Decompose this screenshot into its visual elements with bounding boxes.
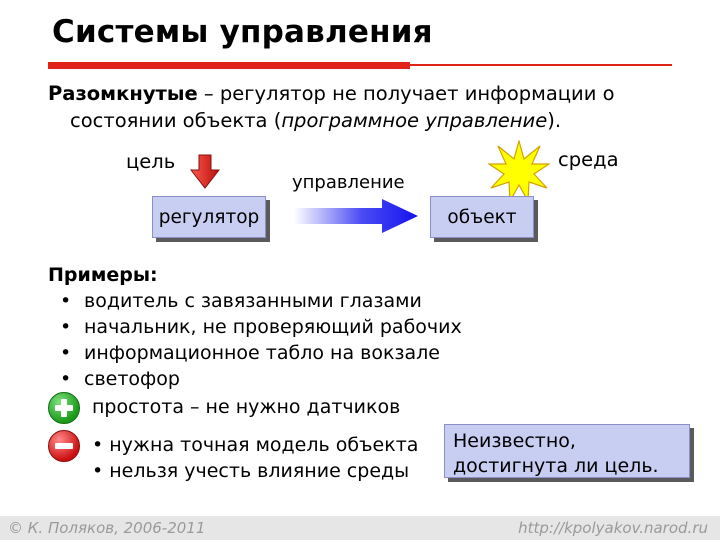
regulator-box — [152, 196, 266, 238]
regulator-label: регулятор — [158, 206, 260, 228]
list-item: • светофор — [60, 368, 180, 390]
definition-rest: – регулятор не получает информации о — [197, 82, 615, 105]
object-box — [430, 196, 534, 238]
disadvantage-text: нельзя учесть влияние среды — [109, 460, 410, 482]
note-box — [444, 424, 690, 478]
object-label: объект — [447, 206, 517, 228]
title-underline-thin — [410, 64, 672, 66]
list-item: • информационное табло на вокзале — [60, 342, 440, 364]
examples-heading: Примеры: — [48, 264, 158, 286]
example-text: начальник, не проверяющий рабочих — [84, 316, 462, 338]
list-item: • начальник, не проверяющий рабочих — [60, 316, 462, 338]
list-item: • водитель с завязанными глазами — [60, 290, 422, 312]
title-underline-thick — [48, 62, 410, 69]
list-item: • нужна точная модель объекта — [92, 434, 419, 456]
disadvantages-list — [92, 432, 418, 484]
example-text: светофор — [84, 368, 180, 390]
disadvantage-text: нужна точная модель объекта — [109, 434, 419, 456]
example-text: информационное табло на вокзале — [84, 342, 440, 364]
environment-burst-icon — [488, 140, 550, 202]
definition-text — [48, 80, 708, 134]
goal-label: цель — [126, 150, 176, 173]
footer-copyright: © К. Поляков, 2006-2011 — [8, 519, 206, 537]
list-item: • нельзя учесть влияние среды — [92, 460, 410, 482]
note-line1: Неизвестно, — [453, 430, 576, 452]
examples-list — [48, 262, 462, 392]
footer-link[interactable]: http://kpolyakov.narod.ru — [518, 519, 708, 537]
control-arrow — [294, 198, 420, 234]
environment-label: среда — [558, 148, 619, 171]
page-title: Системы управления — [52, 14, 433, 50]
definition-line2-start: состоянии объекта ( — [70, 109, 282, 132]
definition-italic: программное управление — [281, 109, 548, 132]
minus-icon — [48, 430, 80, 462]
note-line2: достигнута ли цель. — [453, 455, 659, 477]
goal-arrow — [190, 154, 220, 190]
definition-term: Разомкнутые — [48, 82, 198, 105]
advantage-text: простота – не нужно датчиков — [92, 396, 401, 418]
control-label: управление — [292, 172, 405, 193]
plus-icon — [48, 392, 80, 424]
definition-line2-end: ). — [547, 109, 562, 132]
example-text: водитель с завязанными глазами — [84, 290, 422, 312]
